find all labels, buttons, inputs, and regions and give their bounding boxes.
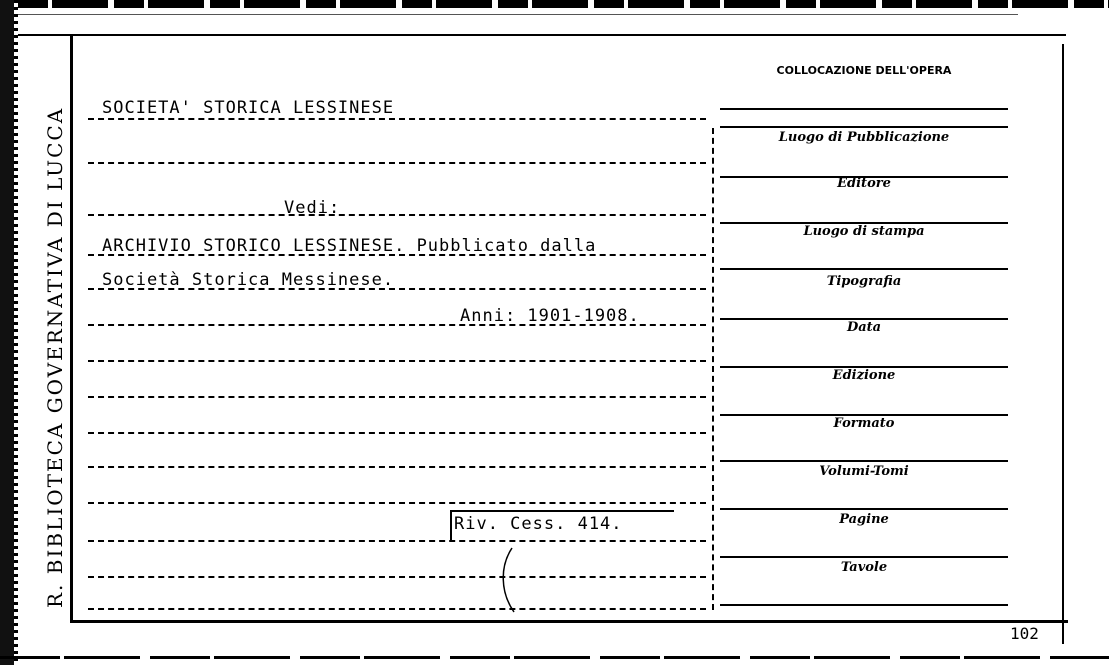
ruled-line <box>88 396 706 398</box>
ruled-line <box>88 360 706 362</box>
collocation-rule <box>720 108 1008 110</box>
collocation-header: COLLOCAZIONE DELL'OPERA <box>776 64 952 77</box>
entry-years: Anni: 1901-1908. <box>460 306 640 326</box>
catalog-number: 102 <box>1010 624 1039 643</box>
field-luogo-stampa: Luogo di stampa <box>803 224 925 239</box>
collocation-rule <box>720 126 1008 128</box>
scan-bottom-edge <box>0 656 1109 659</box>
ruled-line <box>88 466 706 468</box>
field-data: Data <box>846 320 882 335</box>
field-pagine: Pagine <box>839 512 889 527</box>
ruled-line <box>88 502 706 504</box>
field-volumi-tomi: Volumi-Tomi <box>819 464 909 479</box>
pen-mark <box>498 546 528 616</box>
scan-top-edge <box>18 0 1109 8</box>
field-rule <box>720 268 1008 270</box>
see-reference: Vedi: <box>284 198 341 218</box>
field-tipografia: Tipografia <box>826 274 902 289</box>
field-edizione: Edizione <box>832 368 896 383</box>
left-border <box>70 36 73 622</box>
entry-title-line2: Società Storica Messinese. <box>102 270 395 290</box>
ruled-line <box>88 118 706 120</box>
bottom-border <box>70 620 1068 623</box>
field-rule <box>720 508 1008 510</box>
top-border <box>18 34 1066 36</box>
ruled-line <box>88 608 706 610</box>
right-border <box>1062 44 1064 644</box>
scan-edge <box>0 0 14 665</box>
field-formato: Formato <box>833 416 895 431</box>
ruled-line <box>88 432 706 434</box>
field-editore: Editore <box>837 176 891 191</box>
field-rule <box>720 460 1008 462</box>
field-tavole: Tavole <box>840 560 888 575</box>
library-name: R. BIBLIOTECA GOVERNATIVA DI LUCCA <box>43 106 67 608</box>
column-divider <box>712 128 714 610</box>
ruled-line <box>88 214 706 216</box>
entry-title-line1: ARCHIVIO STORICO LESSINESE. Pubblicato dalla <box>102 236 597 256</box>
top-border-thin <box>18 14 1018 15</box>
field-luogo-pubblicazione: Luogo di Pubblicazione <box>778 130 950 145</box>
shelfmark: Riv. Cess. 414. <box>454 514 623 534</box>
ruled-line <box>88 576 706 578</box>
scan-edge-perforation <box>14 0 18 665</box>
ruled-line <box>88 162 706 164</box>
field-rule <box>720 556 1008 558</box>
entry-heading: SOCIETA' STORICA LESSINESE <box>102 98 395 118</box>
field-rule <box>720 604 1008 606</box>
